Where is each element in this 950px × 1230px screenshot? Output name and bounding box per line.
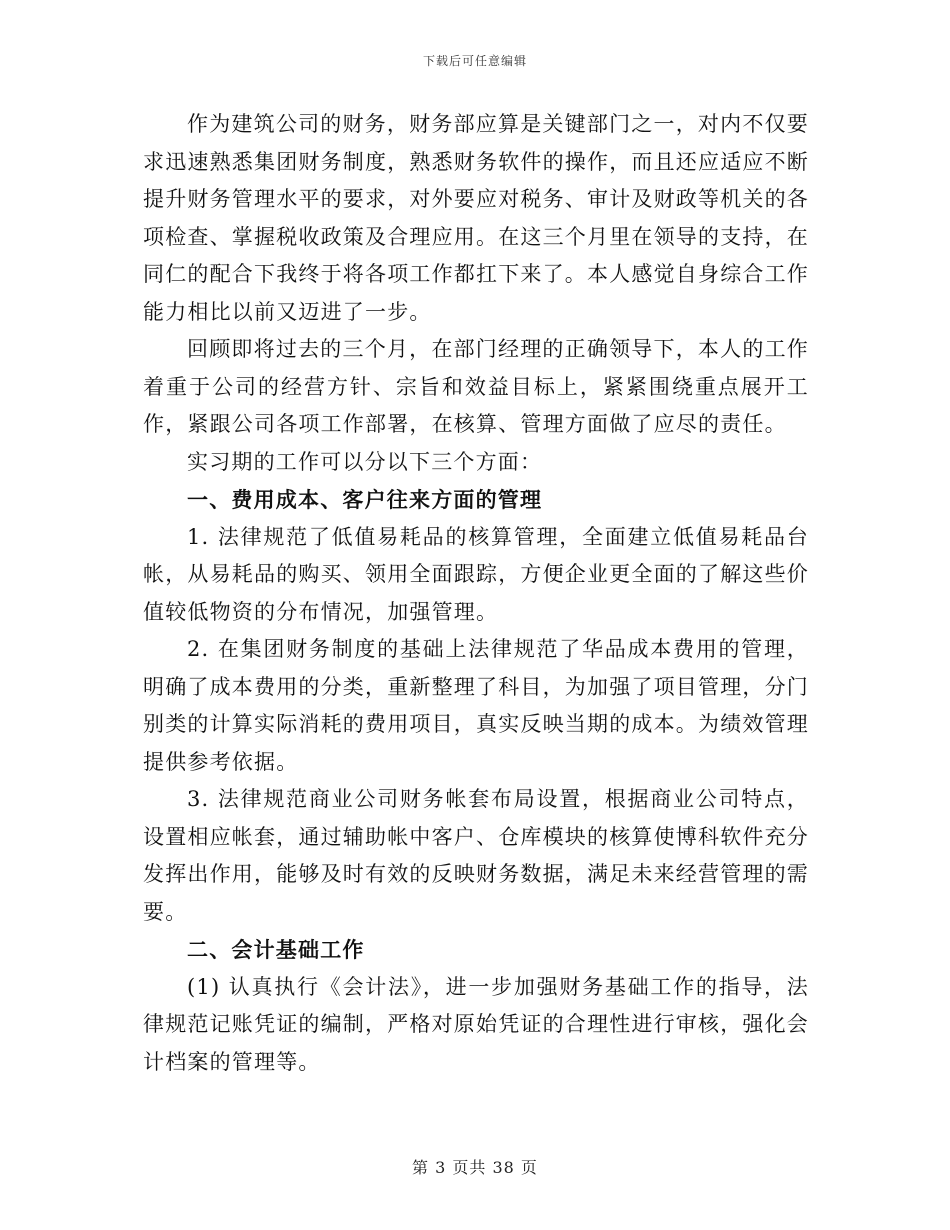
paragraph-overview: 实习期的工作可以分以下三个方面： xyxy=(187,449,543,474)
paragraph-item-2: 2. 在集团财务制度的基础上法律规范了华品成本费用的管理，明确了成本费用的分类，重新整理了科目，为加强了项目管理，分门别类的计算实际消耗的费用项目，真实反映当期的成本。为绩效管理提供参考依据。 xyxy=(143,637,809,774)
paragraph-accounting-law: (1) 认真执行《会计法》，进一步加强财务基础工作的指导，法律规范记账凭证的编制，严格对原始凭证的合理性进行审核，强化会计档案的管理等。 xyxy=(143,974,809,1074)
page-footer: 第 3 页共 38 页 xyxy=(412,1158,538,1177)
paragraph-intro: 作为建筑公司的财务，财务部应算是关键部门之一，对内不仅要求迅速熟悉集团财务制度，熟悉财务软件的操作，而且还应适应不断提升财务管理水平的要求，对外要应对税务、审计及财政等机关的各项检查、掌握税收政策及合理应用。在这三个月里在领导的支持，在同仁的配合下我终于将各项工作都扛下来了。本人感觉自身综合工作能力相比以前又迈进了一步。 xyxy=(143,112,809,324)
paragraph-review: 回顾即将过去的三个月，在部门经理的正确领导下，本人的工作着重于公司的经营方针、宗旨和效益目标上，紧紧围绕重点展开工作，紧跟公司各项工作部署，在核算、管理方面做了应尽的责任。 xyxy=(143,337,809,436)
document-body xyxy=(143,106,809,1081)
section-heading-cost-management: 一、费用成本、客户往来方面的管理 xyxy=(187,487,543,512)
paragraph-item-1: 1. 法律规范了低值易耗品的核算管理，全面建立低值易耗品台帐，从易耗品的购买、领用全面跟踪，方便企业更全面的了解这些价值较低物资的分布情况，加强管理。 xyxy=(143,524,809,624)
section-heading-accounting-basics: 二、会计基础工作 xyxy=(187,937,365,962)
paragraph-item-3: 3. 法律规范商业公司财务帐套布局设置，根据商业公司特点，设置相应帐套，通过辅助帐中客户、仓库模块的核算使博科软件充分发挥出作用，能够及时有效的反映财务数据，满足未来经营管理的需要。 xyxy=(143,787,809,924)
page-header: 下载后可任意编辑 xyxy=(422,54,527,68)
